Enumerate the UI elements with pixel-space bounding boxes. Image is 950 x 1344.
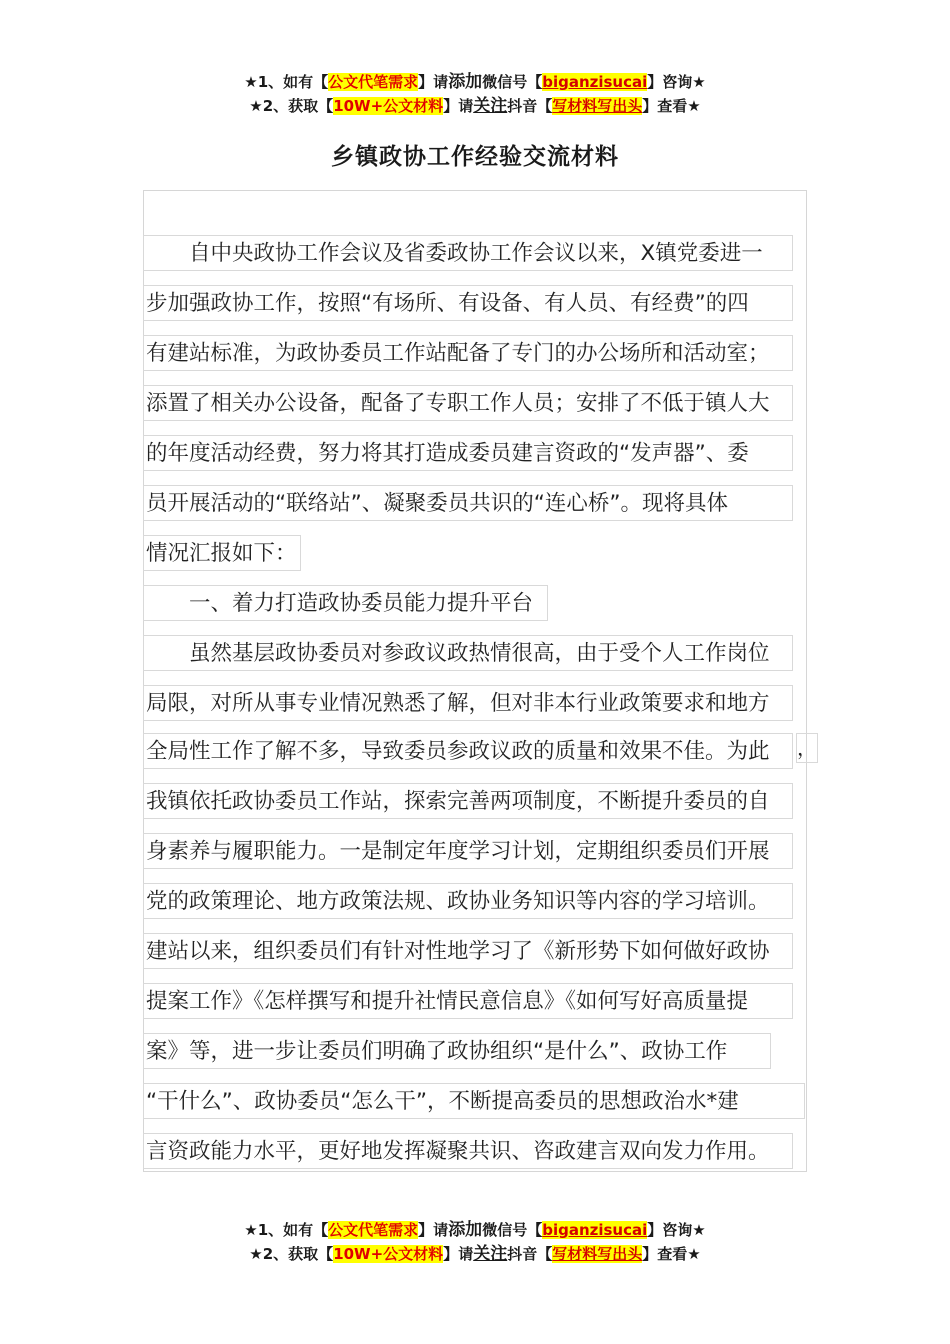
body-line: 局限，对所从事专业情况熟悉了解，但对非本行业政策要求和地方 [143,685,793,721]
banner-highlight-materials: 10W+公文材料 [333,97,444,115]
body-line: 的年度活动经费，努力将其打造成委员建言资政的“发声器”、委 [143,435,793,471]
body-line: 言资政能力水平，更好地发挥凝聚共识、咨政建言双向发力作用。 [143,1133,793,1169]
footer-highlight-materials: 10W+公文材料 [333,1245,444,1263]
footer-douyin-account[interactable]: 写材料写出头 [552,1245,643,1263]
body-line: 案》等，进一步让委员们明确了政协组织“是什么”、政协工作 [143,1033,771,1069]
body-line: 有建站标准，为政协委员工作站配备了专门的办公场所和活动室； [143,335,793,371]
banner-highlight-service: 公文代笔需求 [328,73,419,91]
stray-punctuation: ， [796,733,818,763]
footer-banner [0,1218,950,1266]
document-title: 乡镇政协工作经验交流材料 [331,144,619,170]
footer-line-1: ★1、如有【公文代笔需求】请添加微信号【biganzisucai】咨询★ [244,1220,706,1240]
banner-wechat-id[interactable]: biganzisucai [542,73,648,91]
body-line: 我镇依托政协委员工作站，探索完善两项制度，不断提升委员的自 [143,783,793,819]
banner-douyin-account[interactable]: 写材料写出头 [552,97,643,115]
footer-highlight-service: 公文代笔需求 [328,1221,419,1239]
footer-line-2: ★2、获取【10W+公文材料】请关注抖音【写材料写出头】查看★ [249,1244,701,1264]
body-line: 自中央政协工作会议及省委政协工作会议以来，X镇党委进一 [143,235,793,271]
header-banner [0,70,950,118]
banner-line-1: ★1、如有【公文代笔需求】请添加微信号【biganzisucai】咨询★ [244,72,706,92]
body-line: 党的政策理论、地方政策法规、政协业务知识等内容的学习培训。 [143,883,793,919]
body-line: 步加强政协工作，按照“有场所、有设备、有人员、有经费”的四 [143,285,793,321]
body-line: 提案工作》《怎样撰写和提升社情民意信息》《如何写好高质量提 [143,983,793,1019]
footer-wechat-id[interactable]: biganzisucai [542,1221,648,1239]
body-line: 虽然基层政协委员对参政议政热情很高，由于受个人工作岗位 [143,635,793,671]
body-line: 全局性工作了解不多，导致委员参政议政的质量和效果不佳。为此 [143,733,793,769]
body-line: 员开展活动的“联络站”、凝聚委员共识的“连心桥”。现将具体 [143,485,793,521]
body-line: 建站以来，组织委员们有针对性地学习了《新形势下如何做好政协 [143,933,793,969]
banner-line-2: ★2、获取【10W+公文材料】请关注抖音【写材料写出头】查看★ [249,96,701,116]
body-line: 身素养与履职能力。一是制定年度学习计划，定期组织委员们开展 [143,833,793,869]
body-line: 情况汇报如下： [143,535,301,571]
body-line: 添置了相关办公设备，配备了专职工作人员；安排了不低于镇人大 [143,385,793,421]
body-line: “干什么”、政协委员“怎么干”，不断提高委员的思想政治水*建 [143,1083,805,1119]
section-heading: 一、着力打造政协委员能力提升平台 [143,585,548,621]
